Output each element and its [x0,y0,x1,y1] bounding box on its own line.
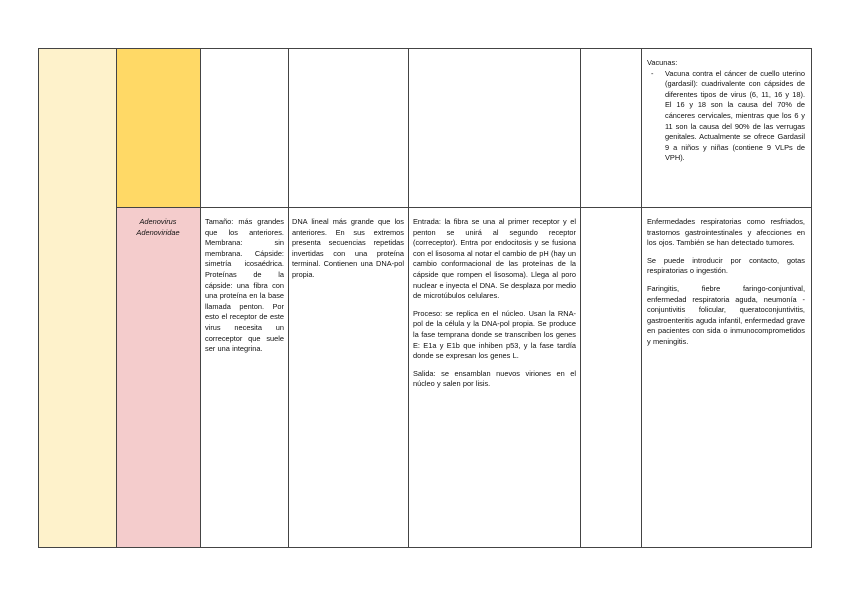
structure-text: Tamaño: más grandes que los anteriores. Membrana: sin membrana. Cápside: simetría icosaédrica. Proteínas de la cápside: una fibra con una proteína en la base llamada penton. Por esto el receptor de este virus necesita un correceptor que suele ser una integrina. [205,217,284,354]
table-border-right [811,48,812,548]
disease-cell [647,217,805,348]
taxon-genus: Adenovirus [139,217,177,226]
table-border-bottom [38,547,811,548]
structure-cell [205,217,284,355]
column-divider [200,48,201,548]
genome-cell [292,217,404,281]
replication-exit: Salida: se ensamblan nuevos viriones en el núcleo y salen por lisis. [413,368,576,389]
transmission-text: Se puede introducir por contacto, gotas respiratorias o ingestión. [647,255,805,276]
group-color-cell [38,48,116,547]
vaccines-list [647,69,805,164]
genome-text: DNA lineal más grande que los anteriores. En sus extremos presenta secuencias repetidas invertidas con una proteína terminal. Contienen una DNA-pol propia. [292,217,404,279]
taxon-name-cell [118,217,198,238]
clinical-manifestations: Faringitis, fiebre faringo-conjuntival, enfermedad respiratoria aguda, neumonía - conjuntivitis folicular, queratoconjuntivitis, gastroenteritis aguda infantil, enfermedad grave en pacientes con sida o inmunocomprometidos y meningitis. [647,283,805,346]
taxon-family: Adenoviridae [136,227,180,237]
column-divider [641,48,642,548]
row-divider [116,207,811,208]
vaccine-item: - Vacuna contra el cáncer de cuello uterino (gardasil): cuadrivalente con cápsides de diferentes tipos de virus (6, 11, 16 y 18). El 16 y 18 son la causa del 70% de cánceres cervicales, mientras que los 6 y 11 son la causa del 90% de las verrugas genitales. Actualmente se ofrece Gardasil 9 a niños y niñas (contiene 9 VLPs de VPH). [665,69,805,164]
column-divider [288,48,289,548]
vaccines-cell [647,58,805,164]
column-divider [408,48,409,548]
column-divider [116,48,117,548]
column-divider [38,48,39,548]
disease-description: Enfermedades respiratorias como resfriados, trastornos gastrointestinales y afecciones en los ojos. También se han detectado tumores. [647,217,805,248]
vaccines-heading: Vacunas: [647,58,678,67]
taxon-cell-top [116,48,200,207]
replication-process: Proceso: se replica en el núcleo. Usan la RNA-pol de la célula y la DNA-pol propia. Se produce la fase temprana donde se transcriben los genes E: E1a y E1b que inhiben p53, y la fase tardía donde se expresan los genes L. [413,308,576,361]
taxon-cell-adenovirus [116,207,200,547]
replication-cell [413,217,576,390]
table-border-top [38,48,811,49]
replication-entry: Entrada: la fibra se una al primer receptor y el penton se unirá al segundo receptor (correceptor). Entra por endocitosis y se fusiona con el lisosoma al notar el cambio de pH (hay un cambio conformacional de las proteínas de la cápside que rompen el lisosoma). Llega al poro nuclear e inyecta el DNA. Se desplaza por medio de microtúbulos celulares. [413,217,576,301]
column-divider [580,48,581,548]
